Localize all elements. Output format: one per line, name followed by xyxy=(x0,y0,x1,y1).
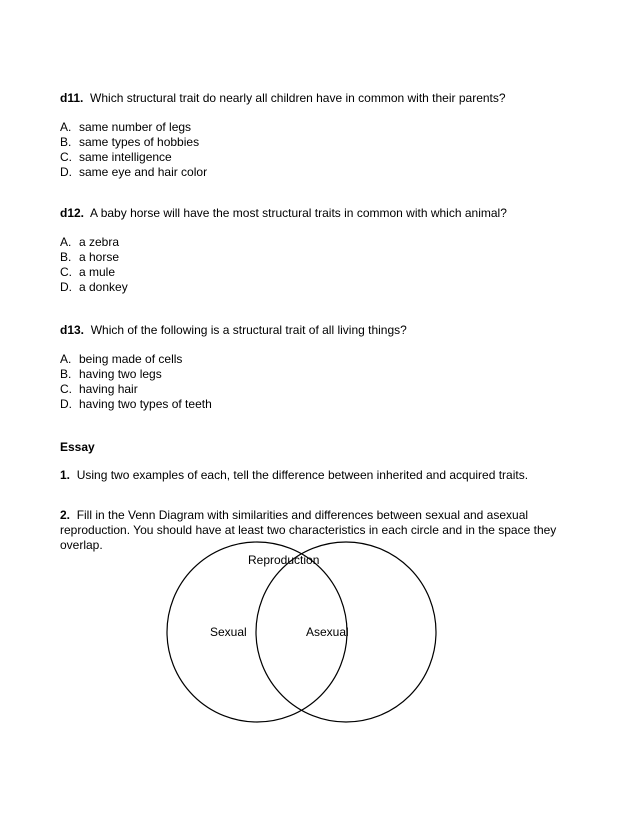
essay-item-2: 2. Fill in the Venn Diagram with similarities and differences between sexual and asexual reproduction. You should have at least two characteristics in each circle and in the space they overlap. xyxy=(60,508,557,552)
venn-right-label: Asexual xyxy=(306,625,349,639)
option-a: A. being made of cells xyxy=(60,352,183,366)
option-d: D. a donkey xyxy=(60,280,128,294)
option-list xyxy=(60,352,580,412)
option-b: B. a horse xyxy=(60,250,120,264)
question-text: Which of the following is a structural trait of all living things? xyxy=(90,323,407,337)
question-number: d12. xyxy=(60,206,85,220)
option-c: C. same intelligence xyxy=(60,150,172,164)
option-c: C. a mule xyxy=(60,265,116,279)
question-text: A baby horse will have the most structural traits in common with which animal? xyxy=(90,206,507,220)
option-list xyxy=(60,120,580,180)
question-d11 xyxy=(60,90,580,180)
option-list xyxy=(60,235,580,295)
essay-heading: Essay xyxy=(60,440,95,454)
option-b: B. same types of hobbies xyxy=(60,135,200,149)
option-a: A. same number of legs xyxy=(60,120,192,134)
essay-item-1: 1. Using two examples of each, tell the difference between inherited and acquired traits. xyxy=(60,468,529,482)
option-d: D. having two types of teeth xyxy=(60,397,212,411)
venn-circle-right xyxy=(256,542,436,722)
option-d: D. same eye and hair color xyxy=(60,165,208,179)
option-c: C. having hair xyxy=(60,382,138,396)
question-number: d13. xyxy=(60,323,85,337)
venn-circle-left xyxy=(167,542,347,722)
document-page xyxy=(60,90,580,553)
question-d13 xyxy=(60,322,580,412)
question-number: d11. xyxy=(60,91,84,105)
option-a: A. a zebra xyxy=(60,235,120,249)
option-b: B. having two legs xyxy=(60,367,162,381)
question-d12 xyxy=(60,205,580,295)
venn-title: Reproduction xyxy=(248,553,320,567)
question-text: Which structural trait do nearly all children have in common with their parents? xyxy=(90,91,506,105)
venn-left-label: Sexual xyxy=(210,625,247,639)
